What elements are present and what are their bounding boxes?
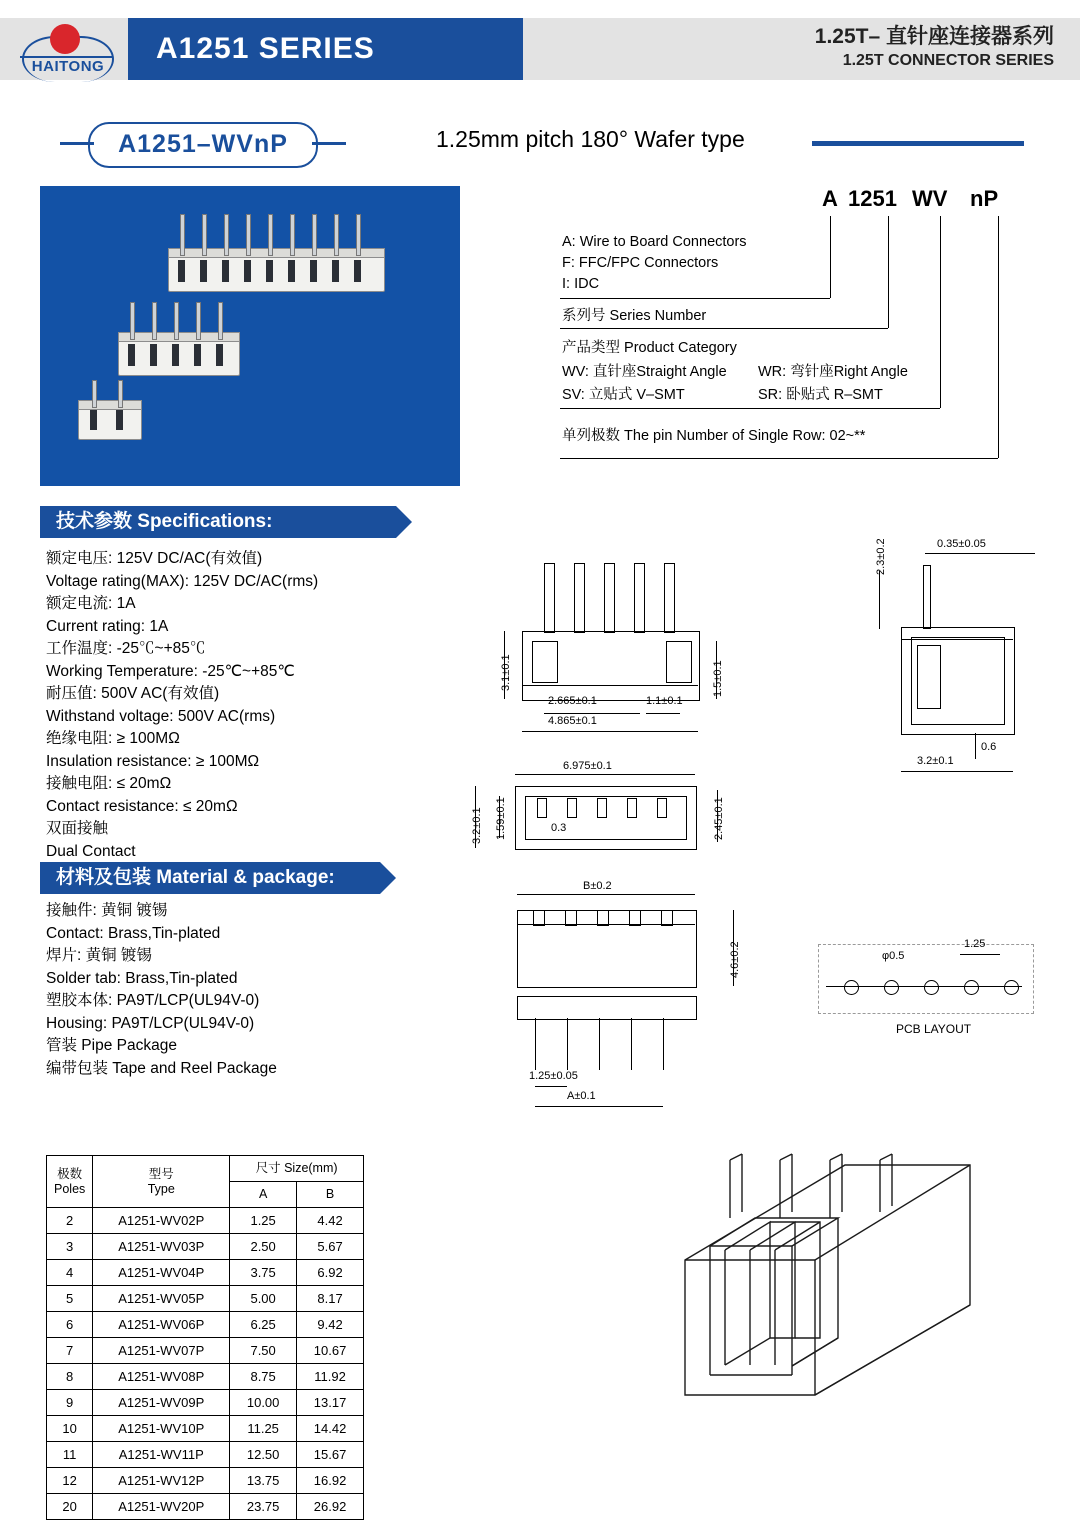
dim-pcb-hole: φ0.5	[882, 950, 905, 962]
cell-poles: 4	[47, 1260, 93, 1286]
cell-poles: 8	[47, 1364, 93, 1390]
pn-legend-2: I: IDC	[562, 276, 600, 292]
cell-b: 15.67	[297, 1442, 364, 1468]
spec-line: Withstand voltage: 500V AC(rms)	[46, 707, 276, 725]
table-row	[47, 1286, 364, 1312]
dim-top-left-outer: 3.2±0.1	[471, 807, 483, 844]
table-row	[47, 1208, 364, 1234]
dim-front-right: 1.5±0.1	[712, 660, 724, 697]
material-line: 管装 Pipe Package	[46, 1037, 177, 1054]
header-series-en: 1.25T CONNECTOR SERIES	[842, 52, 1054, 69]
part-number-diagram	[500, 186, 1040, 466]
drawing-bottom-view	[455, 880, 755, 1130]
cell-b: 16.92	[297, 1468, 364, 1494]
spec-line: 双面接触	[46, 820, 109, 837]
header-poles-cn: 极数	[57, 1166, 83, 1181]
logo-wordmark: HAITONG	[31, 58, 105, 75]
pn-category-wv: WV: 直针座Straight Angle	[562, 364, 727, 380]
pn-pin-number: 单列极数 The pin Number of Single Row: 02~**	[562, 428, 866, 444]
spec-line: 工作温度: -25℃~+85℃	[46, 640, 206, 657]
cell-b: 14.42	[297, 1416, 364, 1442]
pn-series-number: 系列号 Series Number	[562, 308, 707, 324]
dim-top-right: 2.45±0.1	[713, 797, 725, 840]
dim-bottom-b: B±0.2	[583, 880, 612, 892]
material-line: Contact: Brass,Tin-plated	[46, 924, 221, 942]
cell-a: 5.00	[230, 1286, 297, 1312]
spec-line: Dual Contact	[46, 842, 136, 860]
cell-type: A1251-WV20P	[93, 1494, 230, 1520]
spec-line: Contact resistance: ≤ 20mΩ	[46, 797, 238, 815]
pn-rule-2	[560, 328, 888, 329]
material-line: 焊片: 黄铜 镀锡	[46, 947, 152, 964]
cell-poles: 6	[47, 1312, 93, 1338]
drawing-top-view	[455, 760, 755, 870]
cell-type: A1251-WV05P	[93, 1286, 230, 1312]
pn-part-pins: nP	[970, 186, 999, 211]
material-line: Solder tab: Brass,Tin-plated	[46, 969, 238, 987]
pn-leader-category	[940, 216, 941, 408]
pn-part-series: 1251	[848, 186, 897, 211]
cell-b: 8.17	[297, 1286, 364, 1312]
cell-type: A1251-WV12P	[93, 1468, 230, 1494]
dim-front-small: 1.1±0.1	[646, 695, 683, 707]
header-poles	[47, 1156, 93, 1208]
cell-b: 13.17	[297, 1390, 364, 1416]
cell-type: A1251-WV07P	[93, 1338, 230, 1364]
pn-part-category: WV	[912, 186, 948, 211]
table-row	[47, 1338, 364, 1364]
material-title	[40, 862, 380, 894]
page-title: A1251 SERIES	[156, 32, 375, 65]
material-line: Housing: PA9T/LCP(UL94V-0)	[46, 1014, 255, 1032]
drawing-isometric	[670, 1150, 1030, 1400]
cell-poles: 11	[47, 1442, 93, 1468]
specifications-title	[40, 506, 396, 538]
cell-a: 8.75	[230, 1364, 297, 1390]
dim-bottom-height: 4.6±0.2	[729, 941, 741, 978]
header-col-b: B	[297, 1182, 364, 1208]
dim-side-foot: 0.6	[981, 741, 997, 753]
specifications-title-text: 技术参数 Specifications:	[56, 511, 273, 532]
pn-rule-4	[560, 458, 998, 459]
cell-a: 10.00	[230, 1390, 297, 1416]
pn-rule-1	[560, 298, 830, 299]
material-title-text: 材料及包装 Material & package:	[56, 867, 335, 888]
specifications-list	[46, 548, 476, 863]
dim-pcb-pitch: 1.25	[964, 938, 986, 950]
spec-line: 额定电流: 1A	[46, 595, 136, 612]
dim-bottom-pitch: 1.25±0.05	[529, 1070, 578, 1082]
spec-line: 耐压值: 500V AC(有效值)	[46, 685, 220, 702]
material-line: 接触件: 黄铜 镀锡	[46, 902, 168, 919]
cell-a: 23.75	[230, 1494, 297, 1520]
cell-poles: 5	[47, 1286, 93, 1312]
model-rule-mid	[312, 142, 346, 145]
cell-b: 5.67	[297, 1234, 364, 1260]
model-rule-right	[812, 141, 1024, 146]
dim-top-tab: 0.3	[551, 822, 567, 834]
cell-b: 4.42	[297, 1208, 364, 1234]
drawing-side-view	[855, 535, 1075, 805]
pn-category-wr: WR: 弯针座Right Angle	[758, 364, 908, 380]
dim-side-body: 3.2±0.1	[917, 755, 954, 767]
table-row	[47, 1416, 364, 1442]
spec-line: 绝缘电阻: ≥ 100MΩ	[46, 730, 180, 747]
model-name: A1251–WVnP	[118, 130, 288, 158]
pn-leader-a	[830, 216, 831, 298]
pn-product-category: 产品类型 Product Category	[562, 340, 737, 356]
dim-top-total: 6.975±0.1	[563, 760, 612, 772]
cell-poles: 10	[47, 1416, 93, 1442]
cell-a: 1.25	[230, 1208, 297, 1234]
connector-photo-large	[150, 212, 400, 302]
cell-a: 6.25	[230, 1312, 297, 1338]
header-col-a: A	[230, 1182, 297, 1208]
header-poles-en: Poles	[54, 1181, 86, 1196]
cell-a: 11.25	[230, 1416, 297, 1442]
cell-a: 2.50	[230, 1234, 297, 1260]
table-row	[47, 1312, 364, 1338]
cell-type: A1251-WV09P	[93, 1390, 230, 1416]
cell-b: 11.92	[297, 1364, 364, 1390]
dim-front-height: 3.1±0.1	[500, 654, 512, 691]
pcb-layout-label: PCB LAYOUT	[896, 1022, 972, 1036]
cell-a: 7.50	[230, 1338, 297, 1364]
cell-b: 9.42	[297, 1312, 364, 1338]
pn-legend-0: A: Wire to Board Connectors	[562, 234, 747, 250]
spec-line: Insulation resistance: ≥ 100MΩ	[46, 752, 260, 770]
cell-type: A1251-WV10P	[93, 1416, 230, 1442]
haitong-logo	[14, 22, 120, 78]
header-type-cn: 型号	[148, 1166, 174, 1181]
dim-bottom-a: A±0.1	[567, 1090, 596, 1102]
header-size: 尺寸 Size(mm)	[230, 1156, 364, 1182]
cell-type: A1251-WV02P	[93, 1208, 230, 1234]
cell-type: A1251-WV08P	[93, 1364, 230, 1390]
model-bar	[0, 108, 1080, 162]
model-pill	[88, 122, 318, 168]
pn-category-sr: SR: 卧贴式 R–SMT	[758, 387, 883, 403]
dim-front-pitch: 2.665±0.1	[548, 695, 597, 707]
cell-type: A1251-WV04P	[93, 1260, 230, 1286]
pn-legend-1: F: FFC/FPC Connectors	[562, 255, 719, 271]
connector-photo-small	[60, 376, 170, 446]
cell-poles: 12	[47, 1468, 93, 1494]
product-photo	[40, 186, 460, 486]
model-description: 1.25mm pitch 180° Wafer type	[436, 126, 745, 152]
spec-line: Current rating: 1A	[46, 617, 169, 635]
material-line: 塑胶本体: PA9T/LCP(UL94V-0)	[46, 992, 260, 1009]
spec-line: Working Temperature: -25℃~+85℃	[46, 662, 295, 680]
cell-type: A1251-WV03P	[93, 1234, 230, 1260]
table-header-row	[47, 1156, 364, 1182]
table-row	[47, 1260, 364, 1286]
cell-a: 3.75	[230, 1260, 297, 1286]
material-line: 编带包装 Tape and Reel Package	[46, 1059, 277, 1077]
spec-line: 接触电阻: ≤ 20mΩ	[46, 775, 172, 792]
header-series-caption	[815, 24, 1054, 72]
page-header	[0, 0, 1080, 92]
table-row	[47, 1390, 364, 1416]
drawing-pcb-layout	[810, 930, 1050, 1045]
cell-b: 6.92	[297, 1260, 364, 1286]
logo-circle-icon	[50, 24, 80, 54]
cell-poles: 3	[47, 1234, 93, 1260]
cell-poles: 7	[47, 1338, 93, 1364]
drawing-front-view	[470, 545, 770, 750]
header-type	[93, 1156, 230, 1208]
cell-type: A1251-WV06P	[93, 1312, 230, 1338]
pn-rule-3	[560, 408, 940, 409]
pn-category-sv: SV: 立贴式 V–SMT	[562, 387, 685, 403]
dimension-table	[46, 1155, 364, 1520]
connector-photo-medium	[100, 296, 270, 376]
spec-line: Voltage rating(MAX): 125V DC/AC(rms)	[46, 572, 319, 590]
table-row	[47, 1364, 364, 1390]
material-list	[46, 900, 476, 1080]
pn-part-a: A	[822, 186, 838, 211]
spec-line: 额定电压: 125V DC/AC(有效值)	[46, 550, 263, 567]
cell-a: 13.75	[230, 1468, 297, 1494]
cell-b: 26.92	[297, 1494, 364, 1520]
cell-type: A1251-WV11P	[93, 1442, 230, 1468]
header-series-cn: 1.25T– 直针座连接器系列	[814, 25, 1054, 48]
table-row	[47, 1442, 364, 1468]
dim-side-pin-width: 0.35±0.05	[937, 538, 986, 550]
pn-leader-series	[888, 216, 889, 328]
isometric-svg	[670, 1150, 1030, 1400]
dim-front-width: 4.865±0.1	[548, 715, 597, 727]
cell-b: 10.67	[297, 1338, 364, 1364]
table-row	[47, 1494, 364, 1520]
cell-poles: 2	[47, 1208, 93, 1234]
header-type-en: Type	[147, 1181, 175, 1196]
dim-top-left-inner: 1.59±0.1	[495, 797, 507, 840]
cell-poles: 9	[47, 1390, 93, 1416]
cell-poles: 20	[47, 1494, 93, 1520]
cell-a: 12.50	[230, 1442, 297, 1468]
dim-side-pin-height: 2.3±0.2	[875, 538, 887, 575]
table-row	[47, 1234, 364, 1260]
pn-leader-pins	[998, 216, 999, 458]
